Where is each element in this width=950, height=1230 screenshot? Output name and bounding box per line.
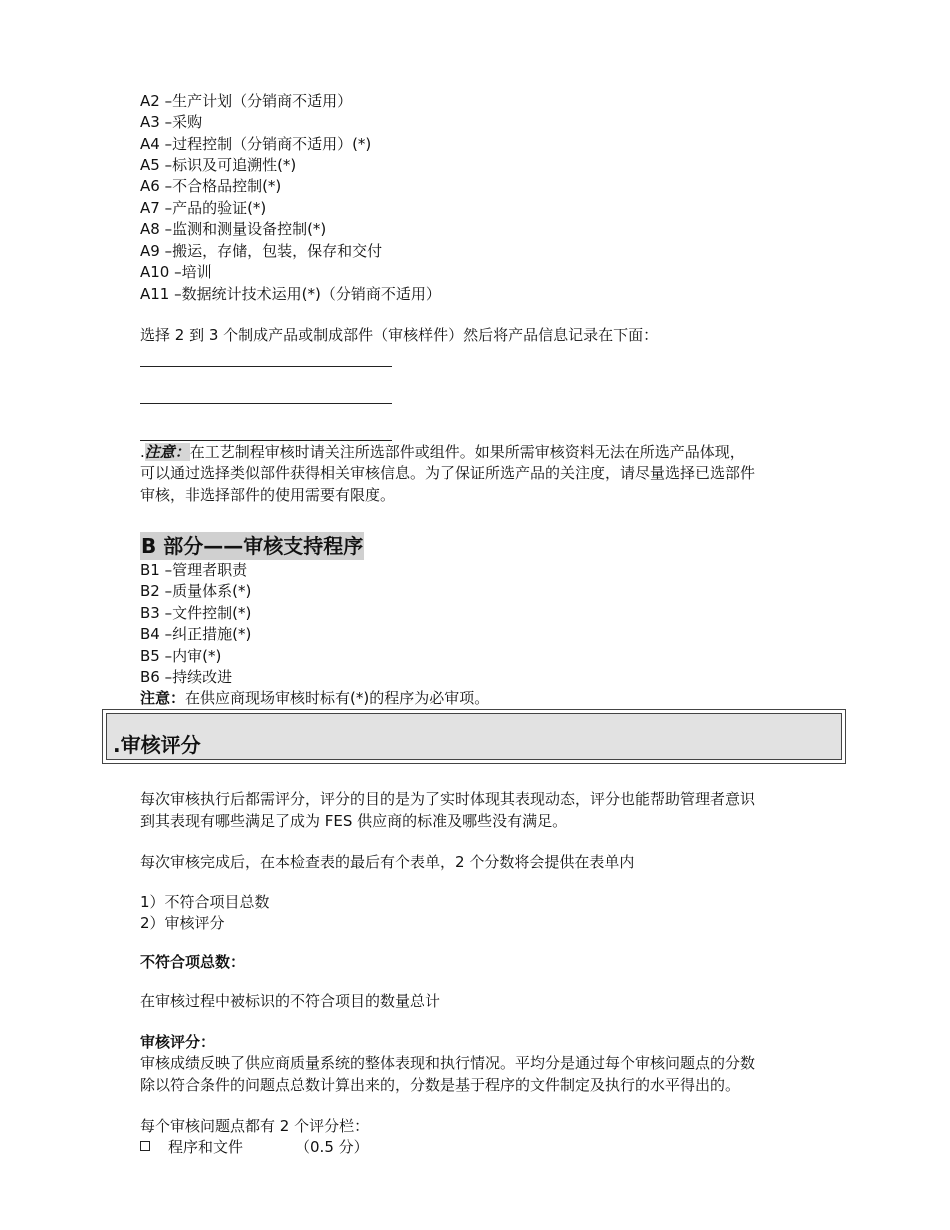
scoring-paragraph: 到其表现有哪些满足了成为 FES 供应商的标准及哪些没有满足。	[140, 812, 568, 830]
scoring-list-item: 2）审核评分	[140, 914, 225, 932]
score-text: 除以符合条件的问题点总数计算出来的，分数是基于程序的文件制定及执行的水平得出的。	[140, 1076, 741, 1094]
section-a-item: A2 –生产计划（分销商不适用）	[140, 92, 353, 110]
nc-text: 在审核过程中被标识的不符合项目的数量总计	[140, 992, 441, 1010]
nc-heading: 不符合项总数：	[140, 953, 246, 971]
section-b-item: B1 –管理者职责	[140, 561, 248, 579]
section-b-note-label: 注意：	[140, 689, 186, 707]
scoring-heading-fill	[106, 713, 842, 760]
scoring-list-item: 1）不符合项目总数	[140, 893, 270, 911]
score-text: 审核成绩反映了供应商质量系统的整体表现和执行情况。平均分是通过每个审核问题点的分数	[140, 1054, 756, 1072]
column-item	[140, 1137, 369, 1158]
note-label: 注意：	[144, 443, 190, 461]
section-a-item: A9 –搬运，存储，包装，保存和交付	[140, 242, 383, 260]
columns-intro: 每个审核问题点都有 2 个评分栏：	[140, 1117, 370, 1135]
section-a-item: A10 –培训	[140, 263, 212, 281]
scoring-paragraph: 每次审核完成后，在本检查表的最后有个表单，2 个分数将会提供在表单内	[140, 853, 635, 871]
section-a-item: A7 –产品的验证(*)	[140, 199, 267, 217]
checkbox-icon	[140, 1141, 150, 1151]
section-a-item: A6 –不合格品控制(*)	[140, 177, 282, 195]
section-a-item: A8 –监测和测量设备控制(*)	[140, 220, 327, 238]
score-heading: 审核评分：	[140, 1033, 216, 1051]
sample-entry-line[interactable]	[140, 403, 392, 404]
scoring-heading-box	[102, 709, 846, 764]
section-b-item: B5 –内审(*)	[140, 647, 222, 665]
section-b-item: B3 –文件控制(*)	[140, 604, 252, 622]
scoring-heading: .审核评分	[113, 733, 201, 757]
note-line: 审核，非选择部件的使用需要有限度。	[140, 486, 396, 504]
section-b-note-text: 在供应商现场审核时标有(*)的程序为必审项。	[185, 689, 490, 707]
section-a-item: A5 –标识及可追溯性(*)	[140, 156, 297, 174]
note-text: 在工艺制程审核时请关注所选部件或组件。如果所需审核资料无法在所选产品体现，	[189, 443, 745, 461]
section-b-item: B2 –质量体系(*)	[140, 582, 252, 600]
sample-entry-line[interactable]	[140, 440, 392, 441]
section-b-item: B6 –持续改进	[140, 668, 233, 686]
section-a-item: A11 –数据统计技术运用(*)（分销商不适用）	[140, 285, 441, 303]
note-line: 可以通过选择类似部件获得相关审核信息。为了保证所选产品的关注度，请尽量选择已选部件	[140, 464, 756, 482]
note-prefix: .	[140, 443, 145, 461]
sample-entry-line[interactable]	[140, 366, 392, 367]
column-points: （0.5 分）	[295, 1138, 369, 1156]
scoring-paragraph: 每次审核执行后都需评分，评分的目的是为了实时体现其表现动态，评分也能帮助管理者意识	[140, 790, 756, 808]
column-label: 程序和文件	[168, 1138, 244, 1156]
section-b-item: B4 –纠正措施(*)	[140, 625, 252, 643]
sample-instruction: 选择 2 到 3 个制成产品或制成部件（审核样件）然后将产品信息记录在下面：	[140, 326, 659, 344]
section-b-note	[140, 688, 489, 709]
note-line	[140, 442, 745, 463]
section-a-item: A3 –采购	[140, 113, 203, 131]
section-b-heading: B 部分——审核支持程序	[141, 534, 364, 558]
section-a-item: A4 –过程控制（分销商不适用）(*)	[140, 135, 372, 153]
